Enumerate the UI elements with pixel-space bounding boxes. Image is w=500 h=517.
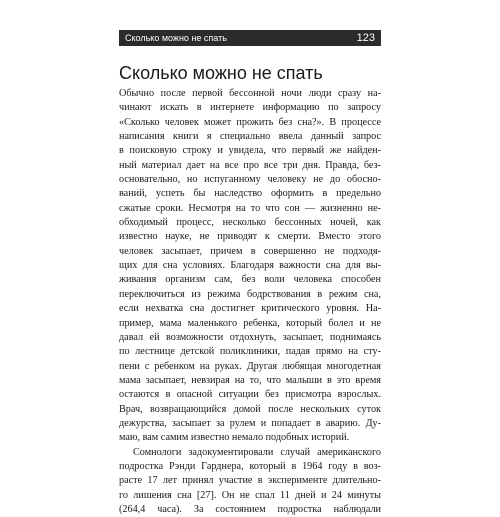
paragraph-line: давал ей возможности отдохнуть, засыпает, поднимаясь [119, 331, 381, 343]
running-header [119, 30, 381, 46]
paragraph-line: известно науке, не приводят к смерти. Вместо этого [119, 231, 381, 243]
section-heading: Сколько можно не спать [119, 63, 323, 83]
paragraph-line: щих для сна условиях. Благодаря важности сна для вы- [119, 260, 381, 272]
body-text [119, 87, 381, 517]
paragraph-line: «Сколько человек может прожить без сна?». В процессе [119, 116, 381, 128]
paragraph-line: пример, мама маленького ребенка, который болел и не [119, 317, 381, 329]
paragraph-line: остаются в опасной ситуации без присмотра взрослых. [119, 389, 381, 401]
paragraph-line: переключиться из режима бодрствования в режим сна, [119, 288, 381, 300]
paragraph-line: маю, вам самим известно немало подобных историй. [119, 432, 350, 444]
paragraph-line: по лестнице детской поликлиники, падая прямо на сту- [119, 346, 381, 358]
paragraph-line: го лишения сна [27]. Он не спал 11 дней и 24 минуты [119, 489, 381, 501]
paragraph-line: живания организм сам, без воли человека способен [119, 274, 381, 286]
paragraph-line: мама засыпает, невзирая на то, что малыши в это время [119, 374, 381, 386]
paragraph-line: (264,4 часа). За состоянием подростка наблюдали [119, 503, 381, 515]
paragraph-line: Обычно после первой бессонной ночи люди сразу на- [119, 88, 381, 99]
paragraph-line: в поисковую строку и увидела, что первый же найден- [119, 145, 381, 157]
paragraph-line: если нехватка сна достигнет критического уровня. На- [119, 303, 381, 315]
paragraph-line: чинают искать в интернете информацию по запросу [119, 102, 381, 114]
paragraph-line: пени с ребенком на руках. Другая любящая многодетная [119, 360, 381, 372]
paragraph-line: ный материал дает на все про все три дня. Правда, без- [119, 159, 381, 171]
paragraph-line: подростка Рэнди Гарднера, который в 1964 году в воз- [119, 460, 381, 472]
paragraph-line: человек засыпает, причем в совершенно не подходя- [119, 245, 381, 257]
paragraph-line: основательно, но испуганному человеку не до обосно- [119, 174, 381, 186]
running-title: Сколько можно не спать [125, 33, 227, 43]
page-number: 123 [356, 32, 375, 44]
paragraph-line: дежурства, засыпает за рулем и попадает в аварию. Ду- [119, 417, 381, 429]
paragraph-line: обходимый процесс, несколько бессонных ночей, как [119, 217, 381, 229]
paragraph-line: ваний, успеть бы наследство оформить в предельно [119, 188, 381, 200]
paragraph-line: написания книги я специально ввела данный запрос [119, 131, 381, 143]
paragraph-line: сжатые сроки. Несмотря на то что сон — жизненно не- [119, 202, 381, 214]
paragraph-line: расте 17 лет принял участие в эксперименте длительно- [119, 475, 381, 487]
paragraph-line: Врач, возвращающийся домой после нескольких суток [119, 403, 381, 415]
paragraph-line: Сомнологи задокументировали случай американского [133, 446, 381, 458]
